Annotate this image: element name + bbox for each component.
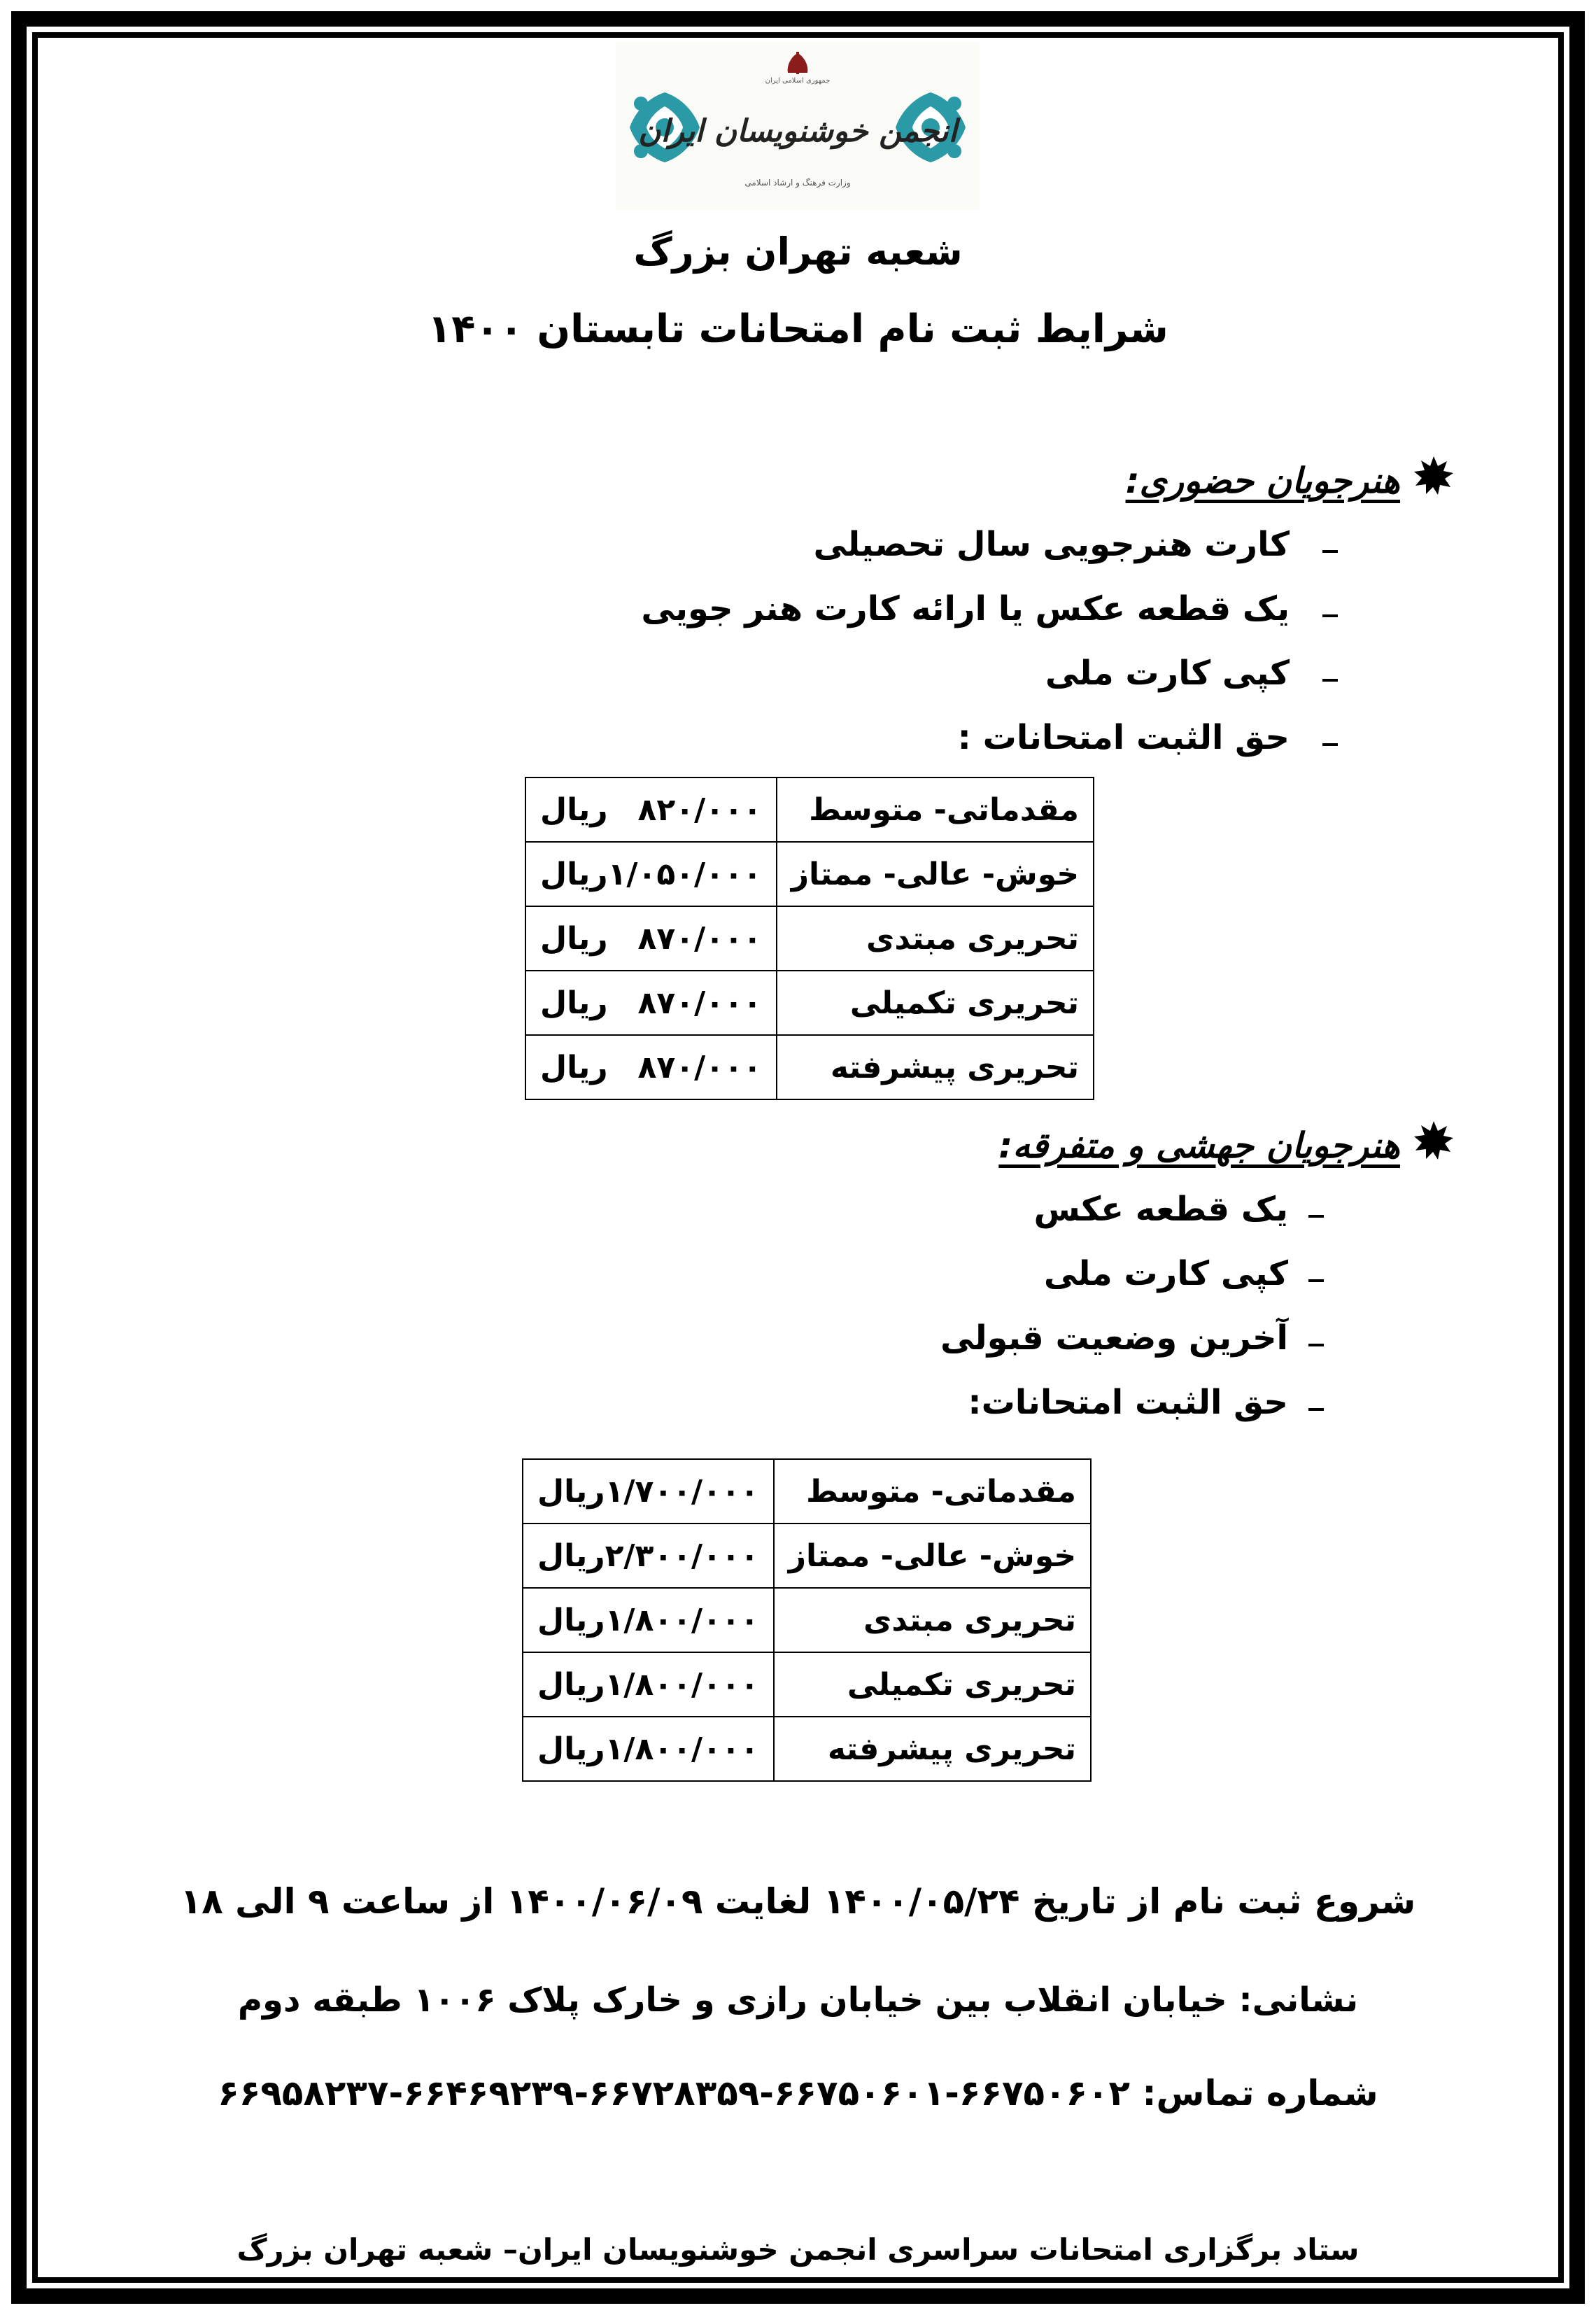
page-title: شرایط ثبت نام امتحانات تابستان ۱۴۰۰ [428,307,1168,352]
fee-currency: ریال [540,920,608,957]
bullet-dash [1322,550,1338,553]
in-person-students-heading: هنرجویان حضوری: [1125,460,1400,501]
in-person-fees-table [525,777,1094,1100]
branch-title: شعبه تهران بزرگ [633,230,963,274]
requirement-item: آخرین وضعیت قبولی [940,1318,1288,1358]
fee-level: تحریری پیشرفته [777,1035,1094,1099]
svg-text:وزارت فرهنگ و ارشاد اسلامی: وزارت فرهنگ و ارشاد اسلامی [744,178,851,188]
requirement-item: حق الثبت امتحانات : [957,718,1290,757]
fee-amount: ۱/۷۰۰/۰۰۰ [605,1473,759,1510]
fee-amount: ۱/۸۰۰/۰۰۰ [605,1731,759,1767]
fee-amount-cell [523,1524,774,1588]
fee-level: خوش- عالی- ممتاز [774,1524,1091,1588]
fee-currency: ریال [540,856,608,892]
fee-level: مقدماتی- متوسط [777,777,1094,842]
bullet-dash [1308,1408,1324,1411]
fee-level: تحریری تکمیلی [774,1652,1091,1717]
fee-amount-cell [523,1588,774,1652]
fee-currency: ریال [537,1538,605,1574]
fee-amount-cell [523,1717,774,1781]
registration-dates: شروع ثبت نام از تاریخ ۱۴۰۰/۰۵/۲۴ لغایت ۱۴۰۰/۰۶/۰۹ از ساعت ۹ الی ۱۸ [180,1881,1416,1922]
bullet-dash [1322,679,1338,682]
bullet-dash [1322,743,1338,746]
table-row [523,1652,1091,1717]
fee-currency: ریال [537,1666,605,1703]
table-row [523,1459,1091,1524]
starburst-icon [1413,1120,1455,1162]
bullet-dash [1308,1279,1324,1282]
society-logo [616,42,980,210]
requirement-item: کپی کارت ملی [1045,654,1290,693]
table-row [525,1035,1094,1099]
table-row [523,1717,1091,1781]
fee-amount-cell [525,906,777,971]
fee-amount-cell [525,842,777,906]
contact-phone: شماره تماس: ۶۶۷۵۰۶۰۲-۶۶۷۵۰۶۰۱-۶۶۷۲۸۳۵۹-۶۶۴۶۹۲۳۹-۶۶۹۵۸۲۳۷ [218,2073,1378,2113]
fee-currency: ریال [540,985,608,1021]
jump-and-misc-fees-table [522,1458,1092,1782]
svg-text:جمهوری اسلامی ایران: جمهوری اسلامی ایران [765,77,831,85]
requirement-item: حق الثبت امتحانات: [968,1383,1288,1422]
fee-amount: ۸۲۰/۰۰۰ [637,791,762,828]
bullet-dash [1322,614,1338,617]
fee-currency: ریال [537,1473,605,1510]
fee-level: تحریری پیشرفته [774,1717,1091,1781]
footer-organization: ستاد برگزاری امتحانات سراسری انجمن خوشنویسان ایران– شعبه تهران بزرگ [236,2232,1360,2267]
fee-amount-cell [525,971,777,1035]
fee-level: تحریری تکمیلی [777,971,1094,1035]
fee-amount-cell [525,777,777,842]
bullet-dash [1308,1215,1324,1218]
fee-level: تحریری مبتدی [777,906,1094,971]
fee-amount-cell [525,1035,777,1099]
table-row [525,842,1094,906]
bullet-dash [1308,1344,1324,1346]
table-row [525,971,1094,1035]
fee-level: خوش- عالی- ممتاز [777,842,1094,906]
fee-level: تحریری مبتدی [774,1588,1091,1652]
fee-amount: ۱/۸۰۰/۰۰۰ [605,1602,759,1638]
fee-currency: ریال [537,1731,605,1767]
table-row [523,1524,1091,1588]
fee-amount: ۱/۰۵۰/۰۰۰ [607,856,762,892]
fee-amount: ۱/۸۰۰/۰۰۰ [605,1666,759,1703]
fee-currency: ریال [540,1049,608,1085]
starburst-icon [1413,455,1455,497]
fee-amount: ۸۷۰/۰۰۰ [637,985,762,1021]
fee-amount-cell [523,1459,774,1524]
fee-amount: ۸۷۰/۰۰۰ [637,1049,762,1085]
jump-and-misc-students-heading: هنرجویان جهشی و متفرقه: [998,1125,1400,1166]
table-row [525,777,1094,842]
fee-amount: ۲/۳۰۰/۰۰۰ [605,1538,759,1574]
requirement-item: یک قطعه عکس یا ارائه کارت هنر جویی [641,589,1290,628]
fee-currency: ریال [537,1602,605,1638]
address: نشانی: خیابان انقلاب بین خیابان رازی و خارک پلاک ۱۰۰۶ طبقه دوم [237,1980,1359,2020]
table-row [525,906,1094,971]
fee-amount-cell [523,1652,774,1717]
requirement-item: کارت هنرجویی سال تحصیلی [813,525,1290,564]
requirement-item: یک قطعه عکس [1033,1190,1288,1229]
requirement-item: کپی کارت ملی [1043,1254,1288,1293]
table-row [523,1588,1091,1652]
fee-currency: ریال [540,791,608,828]
fee-amount: ۸۷۰/۰۰۰ [637,920,762,957]
svg-text:انجمن خوشنویسان ایران: انجمن خوشنویسان ایران [638,113,957,149]
fee-level: مقدماتی- متوسط [774,1459,1091,1524]
